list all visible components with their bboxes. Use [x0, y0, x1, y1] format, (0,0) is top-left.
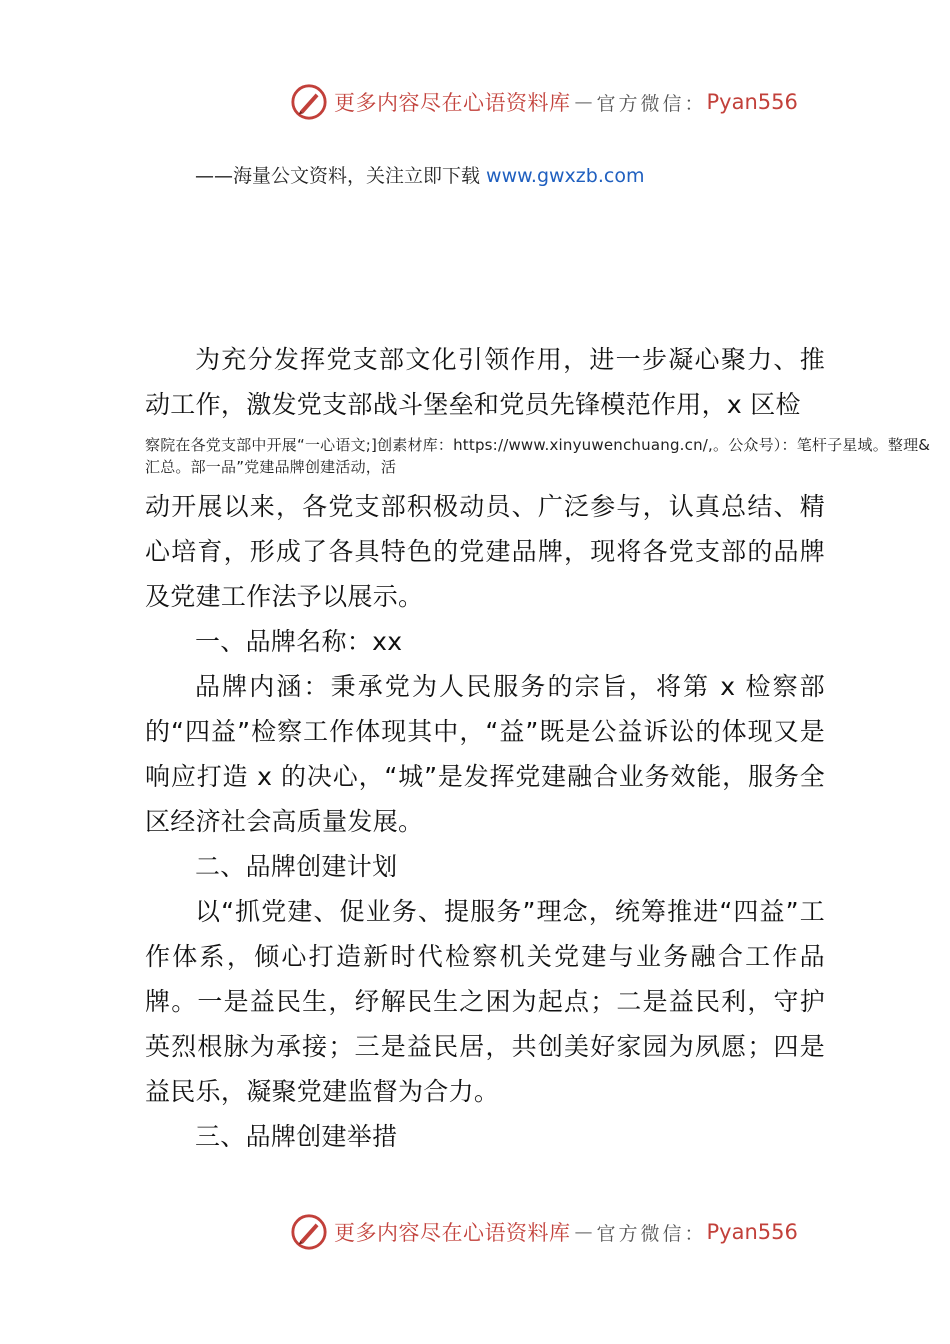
- banner-slogan: 更多内容尽在心语资料库: [334, 1221, 571, 1245]
- pen-logo-icon: [290, 1213, 328, 1251]
- document-body: [145, 337, 931, 1159]
- subline-text: ——海量公文资料，关注立即下载: [195, 165, 487, 187]
- website-link[interactable]: www.gwxzb.com: [486, 165, 645, 187]
- banner-slogan: 更多内容尽在心语资料库: [334, 91, 571, 115]
- banner-dash: —: [574, 91, 593, 113]
- heading-brand-plan: 二、品牌创建计划: [195, 852, 398, 881]
- banner-official-label: 官方微信：: [596, 92, 707, 115]
- heading-brand-name: 一、品牌名称：xx: [195, 627, 403, 656]
- paragraph-brand-meaning: 品牌内涵：秉承党为人民服务的宗旨，将第 x 检察部的“四益”检察工作体现其中，“益”既是公益诉讼的体现又是响应打造 x 的决心，“城”是发挥党建融合业务效能，服务全区经济社会高质量发展。: [145, 672, 825, 836]
- footer-banner: [290, 1210, 798, 1254]
- paragraph-intro-inserted-note: 察院在各党支部中开展“一心语文;]创素材库：https://www.xinyuwenchuang.cn/,。公众号）：笔杆子星域。整理&汇总。部一品”党建品牌创建活动，活: [145, 436, 931, 476]
- heading-brand-measures: 三、品牌创建举措: [195, 1122, 398, 1151]
- banner-wechat-id: Pyan556: [706, 1220, 798, 1244]
- banner-official-label: 官方微信：: [596, 1222, 707, 1245]
- header-banner: [290, 80, 798, 124]
- banner-dash: —: [574, 1221, 593, 1243]
- pen-logo-icon: [290, 83, 328, 121]
- download-subline: [195, 161, 644, 188]
- banner-wechat-id: Pyan556: [706, 90, 798, 114]
- paragraph-intro-continued: 动开展以来，各党支部积极动员、广泛参与，认真总结、精心培育，形成了各具特色的党建品牌，现将各党支部的品牌及党建工作法予以展示。: [145, 492, 825, 611]
- paragraph-intro: 为充分发挥党支部文化引领作用，进一步凝心聚力、推动工作，激发党支部战斗堡垒和党员先锋模范作用，x 区检: [145, 345, 825, 419]
- paragraph-brand-plan: 以“抓党建、促业务、提服务”理念，统筹推进“四益”工作体系，倾心打造新时代检察机关党建与业务融合工作品牌。一是益民生，纾解民生之困为起点；二是益民利，守护英烈根脉为承接；三是益民居，共创美好家园为夙愿；四是益民乐，凝聚党建监督为合力。: [145, 897, 825, 1106]
